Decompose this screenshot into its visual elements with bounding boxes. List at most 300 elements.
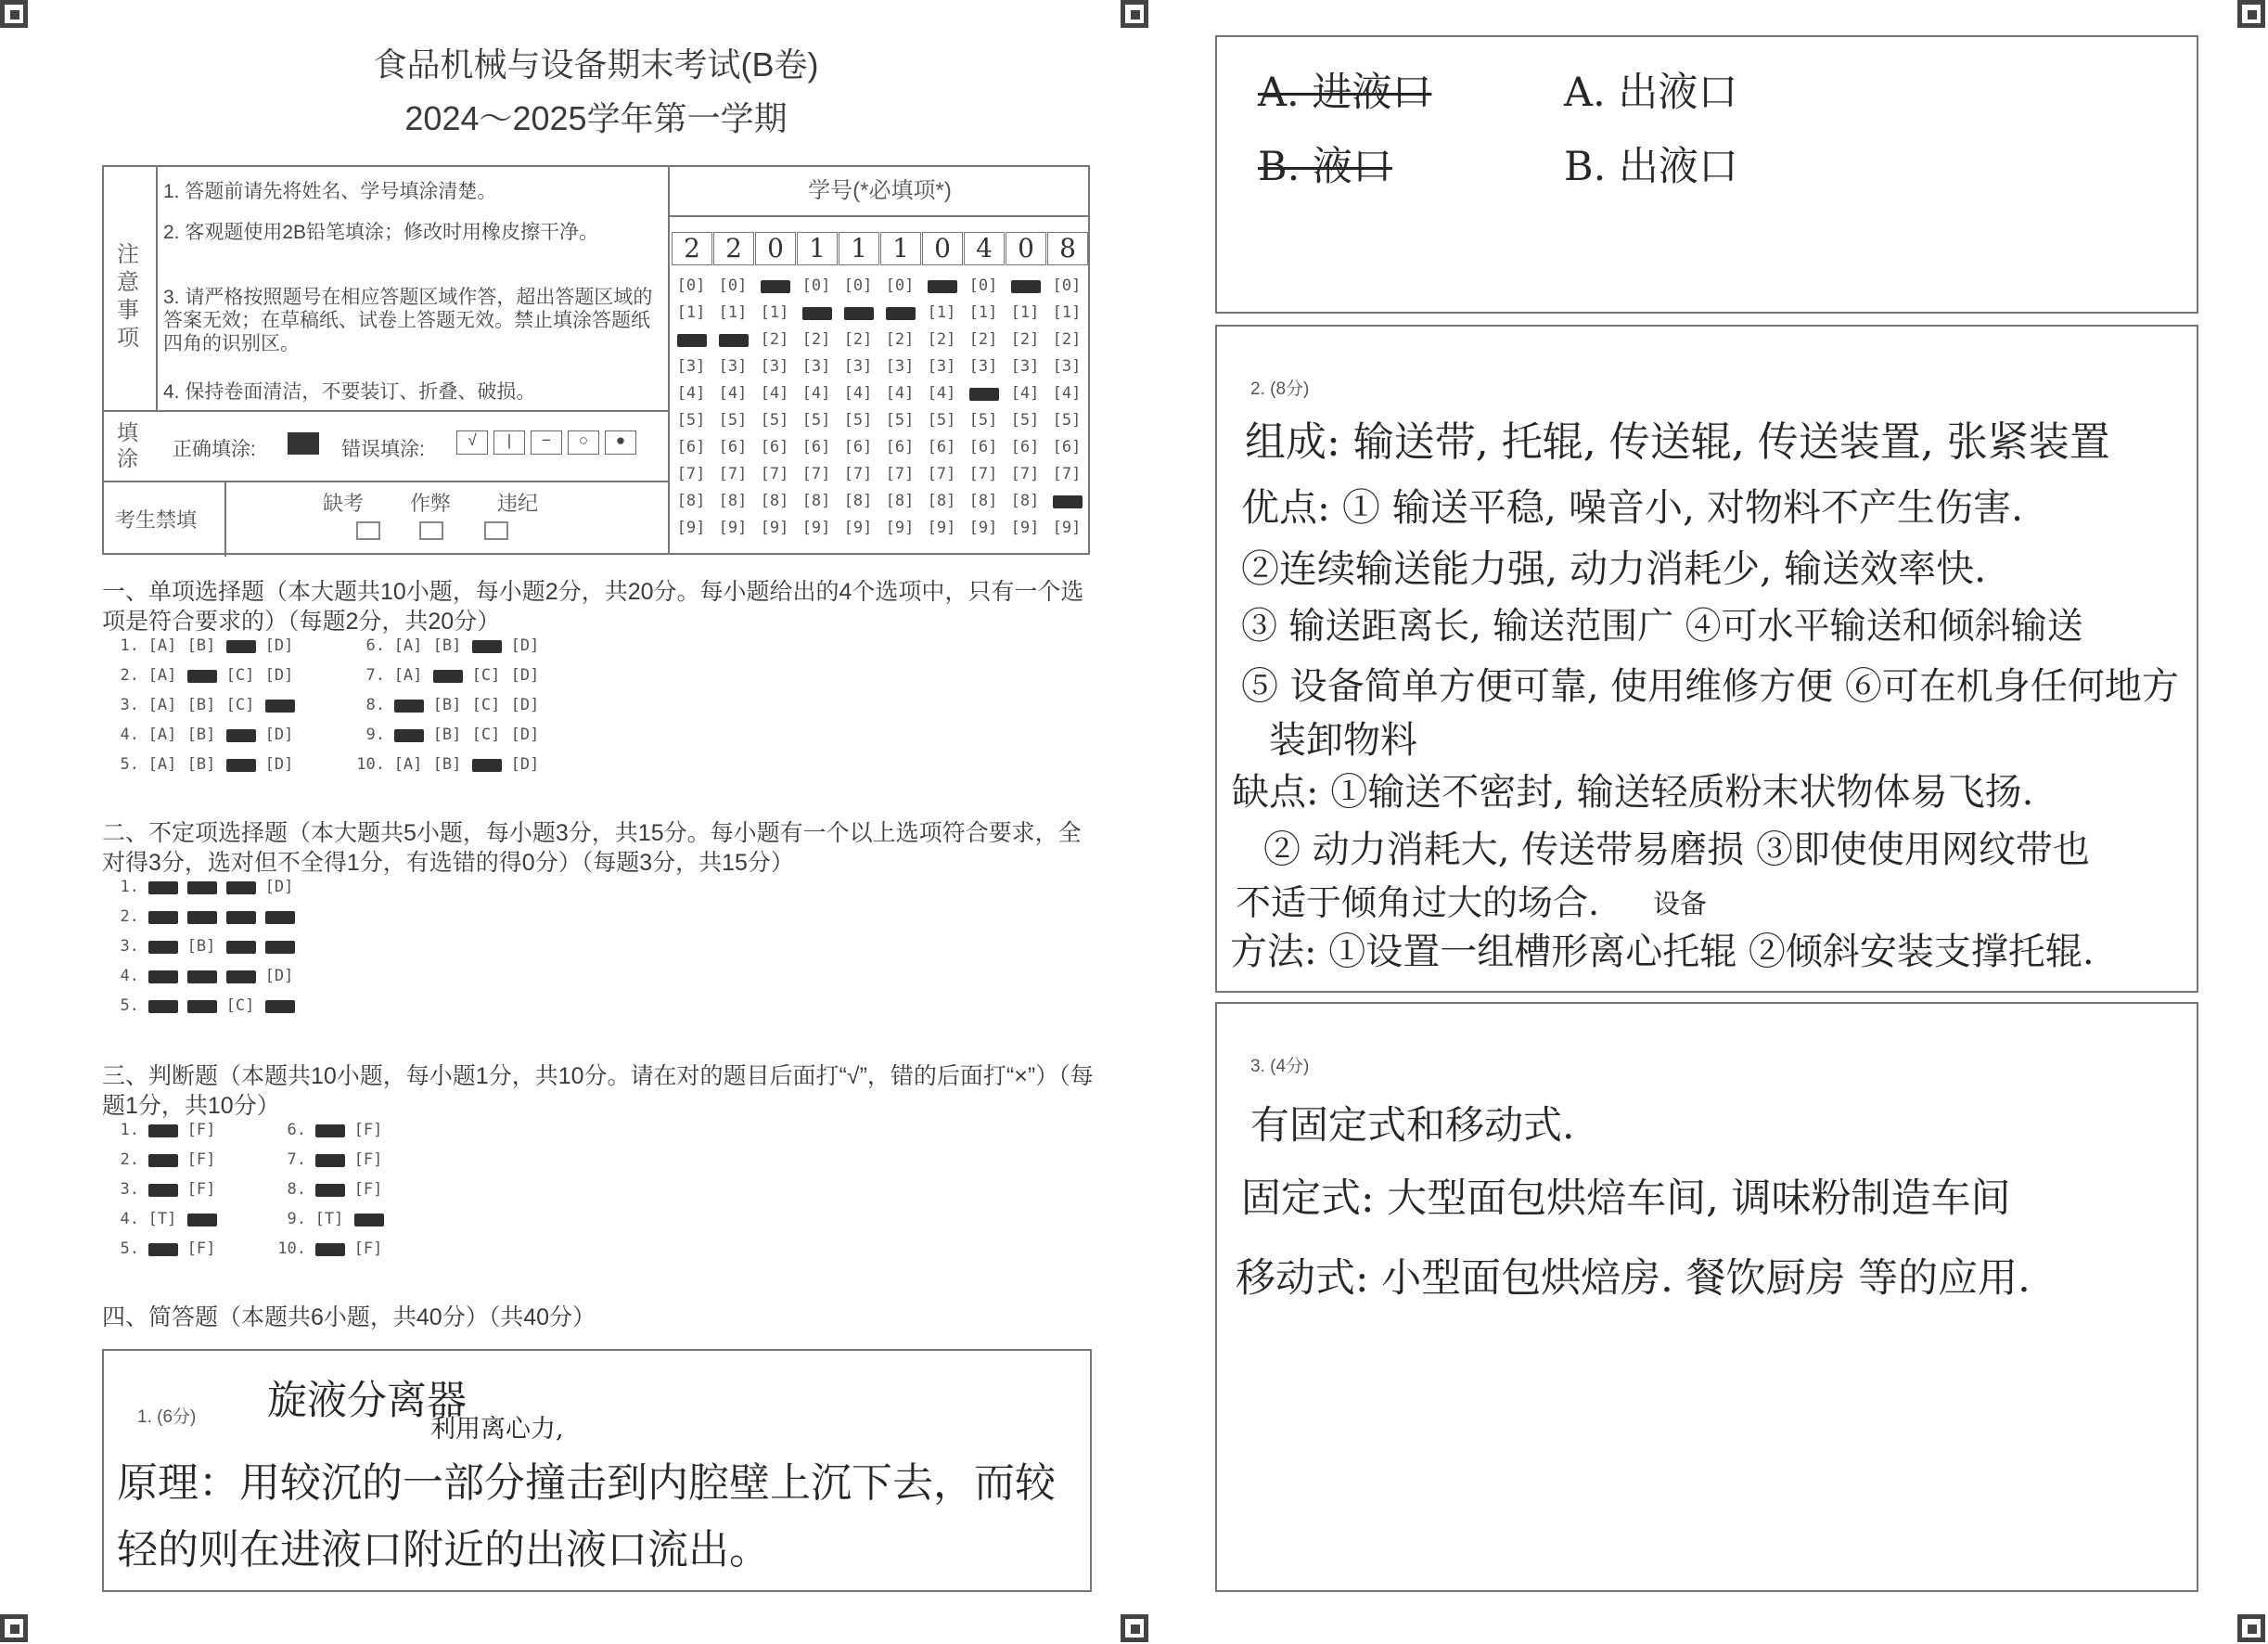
- student-id-bubble[interactable]: [1]: [676, 303, 706, 322]
- student-id-bubble[interactable]: [2]: [843, 330, 873, 349]
- student-id-bubble[interactable]: [6]: [1010, 438, 1040, 456]
- student-id-digit: 2: [672, 232, 712, 265]
- student-id-bubble[interactable]: [7]: [676, 465, 706, 483]
- student-id-bubble[interactable]: [9]: [843, 519, 873, 537]
- student-id-bubble[interactable]: [1]: [1010, 303, 1040, 322]
- answer-bubble[interactable]: [F]: [186, 1180, 216, 1199]
- student-id-bubble[interactable]: [5]: [801, 411, 831, 430]
- answer-bubble[interactable]: [221, 878, 260, 896]
- answer-bubble[interactable]: [310, 1239, 349, 1258]
- answer-bubble[interactable]: [D]: [510, 666, 540, 685]
- question-number: 1.: [120, 1121, 139, 1139]
- student-id-bubble[interactable]: [9]: [885, 519, 915, 537]
- student-id-bubble[interactable]: [0]: [801, 276, 831, 295]
- student-id-digit: 1: [880, 232, 921, 265]
- student-id-bubble[interactable]: [964, 384, 1003, 403]
- answer-bubble[interactable]: [D]: [510, 696, 540, 714]
- student-id-bubble[interactable]: [797, 303, 836, 322]
- student-id-bubble[interactable]: [7]: [927, 465, 956, 483]
- wrong-fill-label: 错误填涂:: [341, 439, 425, 460]
- wrong-fill-samples: [456, 430, 636, 455]
- answer-bubble[interactable]: [143, 1180, 182, 1199]
- student-id-bubble[interactable]: [0]: [676, 276, 706, 295]
- student-id-bubble[interactable]: [3]: [1052, 357, 1082, 376]
- answer-row[interactable]: [350, 696, 545, 714]
- student-id-bubble[interactable]: [1047, 492, 1086, 510]
- answer-bubble[interactable]: [B]: [186, 726, 216, 744]
- answer-bubble[interactable]: [A]: [147, 696, 177, 714]
- student-id-digit: 8: [1047, 232, 1088, 265]
- q2-label: 2. (8分): [1250, 379, 1310, 399]
- student-id-bubble[interactable]: [6]: [718, 438, 748, 456]
- answer-row[interactable]: [104, 726, 299, 744]
- answer-bubble[interactable]: [143, 937, 182, 956]
- answer-row[interactable]: [271, 1239, 388, 1258]
- answer-row[interactable]: [271, 1210, 388, 1228]
- answer-bubble[interactable]: [143, 1150, 182, 1169]
- student-id-bubble[interactable]: [1]: [760, 303, 789, 322]
- answer-bubble[interactable]: [182, 878, 221, 896]
- answer-box-q3[interactable]: [1215, 1002, 2198, 1592]
- question-number: 8.: [365, 696, 385, 714]
- student-id-bubble[interactable]: [3]: [801, 357, 831, 376]
- flag-violation-checkbox[interactable]: [484, 521, 508, 540]
- answer-bubble[interactable]: [467, 636, 506, 655]
- flag-cheating: 作弊: [410, 492, 452, 515]
- answer-bubble[interactable]: [143, 996, 182, 1015]
- answer-bubble[interactable]: [C]: [225, 696, 255, 714]
- answer-bubble[interactable]: [F]: [353, 1239, 383, 1258]
- answer-row[interactable]: [104, 696, 299, 714]
- q2-line-2: 优点: ① 输送平稳, 噪音小, 对物料不产生伤害.: [1241, 485, 2024, 530]
- q2-line-1: 组成: 输送带, 托辊, 传送辊, 传送装置, 张紧装置: [1245, 418, 2110, 466]
- answer-bubble[interactable]: [D]: [510, 636, 540, 655]
- answer-bubble[interactable]: [B]: [186, 755, 216, 774]
- answer-bubble[interactable]: [T]: [314, 1210, 344, 1228]
- answer-row[interactable]: [104, 878, 299, 896]
- answer-bubble[interactable]: [221, 726, 260, 744]
- q2-line-5: ⑤ 设备简单方便可靠, 使用维修方便 ⑥可在机身任何地方: [1241, 665, 2179, 708]
- student-id-bubble[interactable]: [3]: [885, 357, 915, 376]
- q2-line-3: ②连续输送能力强, 动力消耗少, 输送效率快.: [1241, 546, 1987, 591]
- student-id-bubble[interactable]: [8]: [676, 492, 706, 510]
- student-id-digit: 4: [964, 232, 1005, 265]
- student-id-bubble[interactable]: [3]: [760, 357, 789, 376]
- q2-line-9: 不适于倾角过大的场合.: [1236, 882, 1600, 923]
- crossed-answer-b: B. 液口: [1258, 144, 1392, 190]
- wrong-sample-dot: ●: [605, 430, 636, 455]
- student-id-bubble[interactable]: [9]: [676, 519, 706, 537]
- answer-bubble[interactable]: [143, 967, 182, 985]
- answer-bubble[interactable]: [260, 937, 299, 956]
- answer-row[interactable]: [350, 666, 545, 685]
- answer-box-continued[interactable]: [1215, 35, 2198, 314]
- answer-bubble[interactable]: [C]: [471, 666, 501, 685]
- answer-row[interactable]: [104, 755, 299, 774]
- student-id-bubble[interactable]: [4]: [927, 384, 956, 403]
- student-id-bubble[interactable]: [9]: [760, 519, 789, 537]
- wrong-sample-check: √: [456, 430, 488, 455]
- answer-bubble[interactable]: [D]: [264, 755, 294, 774]
- student-id-bubble[interactable]: [3]: [676, 357, 706, 376]
- notice-side-label: 注意事项: [117, 242, 139, 351]
- answer-row[interactable]: [104, 907, 299, 926]
- answer-bubble[interactable]: [B]: [432, 755, 462, 774]
- student-id-bubble[interactable]: [8]: [968, 492, 998, 510]
- question-number: 10.: [277, 1239, 306, 1258]
- student-id-bubble[interactable]: [755, 276, 794, 295]
- answer-bubble[interactable]: [221, 755, 260, 774]
- answer-row[interactable]: [104, 636, 299, 655]
- student-id-bubble[interactable]: [3]: [927, 357, 956, 376]
- answer-row[interactable]: [104, 1121, 221, 1139]
- student-id-bubble[interactable]: [5]: [843, 411, 873, 430]
- registration-mark-bottom-middle: [1121, 1614, 1148, 1642]
- student-id-bubble[interactable]: [9]: [968, 519, 998, 537]
- answer-bubble[interactable]: [143, 878, 182, 896]
- student-id-bubble[interactable]: [839, 303, 878, 322]
- student-id-bubble[interactable]: [5]: [1052, 411, 1082, 430]
- answer-bubble[interactable]: [D]: [264, 636, 294, 655]
- q2-line-8: ② 动力消耗大, 传送带易磨损 ③即使使用网纹带也: [1263, 828, 2090, 871]
- answer-bubble[interactable]: [B]: [432, 696, 462, 714]
- question-number: 7.: [287, 1150, 306, 1169]
- student-id-bubble[interactable]: [6]: [760, 438, 789, 456]
- registration-mark-top-right: [2237, 0, 2265, 28]
- answer-b: B. 出液口: [1564, 144, 1738, 190]
- student-id-bubble[interactable]: [4]: [1052, 384, 1082, 403]
- student-id-bubble[interactable]: [3]: [718, 357, 748, 376]
- answer-bubble[interactable]: [B]: [186, 937, 216, 956]
- exam-term: 2024～2025学年第一学期: [404, 99, 788, 137]
- answer-bubble[interactable]: [349, 1210, 388, 1228]
- student-id-bubble[interactable]: [5]: [718, 411, 748, 430]
- answer-bubble[interactable]: [428, 666, 467, 685]
- registration-mark-top-left: [0, 0, 28, 28]
- answer-bubble[interactable]: [467, 755, 506, 774]
- student-id-bubble[interactable]: [4]: [760, 384, 789, 403]
- student-id-bubble[interactable]: [6]: [801, 438, 831, 456]
- section2-answers[interactable]: [104, 878, 475, 1026]
- student-id-bubble-grid[interactable]: [672, 276, 1089, 555]
- section3-heading: 三、判断题（本题共10小题，每小题1分，共10分。请在对的题目后面打“√”，错的后面打“×”）（每题1分，共10分）: [102, 1063, 1094, 1119]
- question-number: 2.: [120, 907, 139, 926]
- student-id-bubble[interactable]: [4]: [1010, 384, 1040, 403]
- student-id-bubble[interactable]: [5]: [927, 411, 956, 430]
- student-id-bubble[interactable]: [6]: [676, 438, 706, 456]
- student-id-bubble[interactable]: [7]: [968, 465, 998, 483]
- answer-bubble[interactable]: [C]: [471, 726, 501, 744]
- student-id-bubble[interactable]: [8]: [927, 492, 956, 510]
- student-id-bubble[interactable]: [8]: [801, 492, 831, 510]
- student-id-bubble[interactable]: [2]: [801, 330, 831, 349]
- answer-bubble[interactable]: [C]: [225, 666, 255, 685]
- q1-answer-line2: 原理：用较沉的一部分撞击到内腔壁上沉下去，而较: [117, 1459, 1056, 1507]
- student-id-bubble[interactable]: [4]: [801, 384, 831, 403]
- question-number: 5.: [120, 1239, 139, 1258]
- student-id-bubble[interactable]: [9]: [1010, 519, 1040, 537]
- answer-bubble[interactable]: [B]: [432, 636, 462, 655]
- student-id-bubble[interactable]: [1006, 276, 1044, 295]
- crossed-answer-a: A. 进液口: [1258, 70, 1432, 116]
- answer-bubble[interactable]: [A]: [393, 636, 423, 655]
- q2-line-10: 方法: ①设置一组槽形离心托辊 ②倾斜安装支撑托辊.: [1230, 931, 2095, 973]
- registration-mark-top-middle: [1121, 0, 1148, 28]
- answer-row[interactable]: [271, 1180, 388, 1199]
- answer-bubble[interactable]: [C]: [471, 696, 501, 714]
- student-id-bubble[interactable]: [5]: [760, 411, 789, 430]
- student-id-bubble[interactable]: [4]: [843, 384, 873, 403]
- exam-title: 食品机械与设备期末考试(B卷): [373, 45, 819, 83]
- student-id-bubble[interactable]: [8]: [843, 492, 873, 510]
- student-id-bubble[interactable]: [6]: [1052, 438, 1082, 456]
- answer-bubble[interactable]: [A]: [147, 666, 177, 685]
- student-id-bubble[interactable]: [5]: [968, 411, 998, 430]
- student-id-bubble[interactable]: [8]: [718, 492, 748, 510]
- student-id-bubble[interactable]: [6]: [843, 438, 873, 456]
- answer-bubble[interactable]: [D]: [510, 755, 540, 774]
- question-number: 7.: [365, 666, 385, 685]
- answer-row[interactable]: [271, 1150, 388, 1169]
- question-number: 3.: [120, 696, 139, 714]
- question-number: 8.: [287, 1180, 306, 1199]
- student-id-bubble[interactable]: [6]: [968, 438, 998, 456]
- student-id-bubble[interactable]: [0]: [968, 276, 998, 295]
- answer-bubble[interactable]: [D]: [264, 967, 294, 985]
- registration-mark-bottom-left: [0, 1614, 28, 1642]
- answer-bubble[interactable]: [F]: [186, 1150, 216, 1169]
- answer-bubble[interactable]: [221, 636, 260, 655]
- student-id-bubble[interactable]: [2]: [885, 330, 915, 349]
- question-number: 3.: [120, 1180, 139, 1199]
- answer-bubble[interactable]: [A]: [147, 636, 177, 655]
- student-id-bubble[interactable]: [2]: [760, 330, 789, 349]
- answer-bubble[interactable]: [310, 1150, 349, 1169]
- flag-cheating-checkbox[interactable]: [419, 521, 443, 540]
- answer-row[interactable]: [350, 636, 545, 655]
- answer-bubble[interactable]: [F]: [353, 1150, 383, 1169]
- student-id-bubble[interactable]: [3]: [968, 357, 998, 376]
- answer-row[interactable]: [104, 1239, 221, 1258]
- answer-row[interactable]: [104, 1210, 221, 1228]
- student-id-bubble[interactable]: [2]: [1010, 330, 1040, 349]
- wrong-sample-circle: ○: [568, 430, 599, 455]
- answer-bubble[interactable]: [310, 1121, 349, 1139]
- question-number: 9.: [365, 726, 385, 744]
- student-id-bubble[interactable]: [5]: [885, 411, 915, 430]
- notice-item-3: 3. 请严格按照题号在相应答题区域作答，超出答题区域的答案无效；在草稿纸、试卷上答题无效。禁止填涂答题纸四角的识别区。: [163, 287, 653, 354]
- student-id-bubble[interactable]: [713, 330, 752, 349]
- answer-bubble[interactable]: [B]: [186, 636, 216, 655]
- answer-bubble[interactable]: [T]: [147, 1210, 177, 1228]
- student-id-digit: 1: [797, 232, 838, 265]
- student-id-bubble[interactable]: [7]: [843, 465, 873, 483]
- correct-fill-sample: [288, 432, 319, 455]
- student-id-bubble[interactable]: [4]: [718, 384, 748, 403]
- answer-bubble[interactable]: [389, 726, 428, 744]
- student-id-bubble[interactable]: [2]: [1052, 330, 1082, 349]
- question-number: 6.: [365, 636, 385, 655]
- answer-bubble[interactable]: [389, 696, 428, 714]
- student-id-bubble[interactable]: [672, 330, 711, 349]
- q2-insert: 设备: [1653, 888, 1708, 919]
- student-id-bubble[interactable]: [4]: [885, 384, 915, 403]
- answer-row[interactable]: [104, 937, 299, 956]
- notice-item-4: 4. 保持卷面清洁，不要装订、折叠、破损。: [163, 381, 536, 403]
- student-id-bubble[interactable]: [7]: [801, 465, 831, 483]
- answer-row[interactable]: [104, 967, 299, 985]
- question-number: 2.: [120, 666, 139, 685]
- student-id-bubble[interactable]: [2]: [927, 330, 956, 349]
- wrong-sample-dash: −: [531, 430, 562, 455]
- section1-answers[interactable]: [104, 636, 753, 785]
- student-id-digit: 2: [713, 232, 754, 265]
- student-id-bubble[interactable]: [3]: [1010, 357, 1040, 376]
- q3-line-3: 移动式: 小型面包烘焙房. 餐饮厨房 等的应用.: [1236, 1255, 2031, 1302]
- flag-violation: 违纪: [497, 492, 539, 515]
- student-id-digit: 0: [1006, 232, 1046, 265]
- student-id-bubble[interactable]: [7]: [1052, 465, 1082, 483]
- answer-bubble[interactable]: [D]: [510, 726, 540, 744]
- student-id-digit: 1: [839, 232, 879, 265]
- answer-row[interactable]: [104, 1150, 221, 1169]
- student-id-bubble[interactable]: [8]: [885, 492, 915, 510]
- answer-bubble[interactable]: [B]: [432, 726, 462, 744]
- student-id-label: 学号(*必填项*): [808, 178, 952, 203]
- section1-heading: 一、单项选择题（本大题共10小题，每小题2分，共20分。每小题给出的4个选项中，只有一个选项是符合要求的）（每题2分，共20分）: [102, 579, 1084, 635]
- student-id-bubble[interactable]: [4]: [676, 384, 706, 403]
- question-number: 1.: [120, 636, 139, 655]
- student-id-bubble[interactable]: [9]: [1052, 519, 1082, 537]
- answer-row[interactable]: [350, 755, 545, 774]
- section3-answers[interactable]: [104, 1121, 568, 1269]
- answer-bubble[interactable]: [143, 1239, 182, 1258]
- question-number: 4.: [120, 726, 139, 744]
- student-id-digit: 0: [755, 232, 796, 265]
- answer-bubble[interactable]: [260, 907, 299, 926]
- question-number: 1.: [120, 878, 139, 896]
- student-id-bubble[interactable]: [3]: [843, 357, 873, 376]
- q1-answer-insert: 利用离心力,: [430, 1415, 564, 1444]
- answer-bubble[interactable]: [182, 666, 221, 685]
- answer-bubble[interactable]: [D]: [264, 726, 294, 744]
- answer-bubble[interactable]: [B]: [186, 696, 216, 714]
- answer-bubble[interactable]: [A]: [147, 755, 177, 774]
- answer-bubble[interactable]: [260, 996, 299, 1015]
- student-id-bubble[interactable]: [7]: [1010, 465, 1040, 483]
- answer-bubble[interactable]: [A]: [393, 666, 423, 685]
- student-id-bubble[interactable]: [8]: [1010, 492, 1040, 510]
- answer-bubble[interactable]: [182, 967, 221, 985]
- student-id-bubble[interactable]: [8]: [760, 492, 789, 510]
- student-id-digit: 0: [922, 232, 963, 265]
- student-id-bubble[interactable]: [6]: [885, 438, 915, 456]
- notice-item-2: 2. 客观题使用2B铅笔填涂；修改时用橡皮擦干净。: [163, 222, 599, 243]
- student-id-bubble[interactable]: [9]: [927, 519, 956, 537]
- answer-bubble[interactable]: [F]: [353, 1180, 383, 1199]
- question-number: 5.: [120, 755, 139, 774]
- answer-bubble[interactable]: [F]: [186, 1239, 216, 1258]
- answer-bubble[interactable]: [D]: [264, 666, 294, 685]
- student-id-bubble[interactable]: [9]: [718, 519, 748, 537]
- student-id-bubble[interactable]: [6]: [927, 438, 956, 456]
- answer-box-q1[interactable]: [102, 1349, 1092, 1592]
- student-id-bubble[interactable]: [1]: [968, 303, 998, 322]
- question-number: 3.: [120, 937, 139, 956]
- answer-bubble[interactable]: [A]: [393, 755, 423, 774]
- answer-bubble[interactable]: [221, 967, 260, 985]
- student-id-bubble[interactable]: [922, 276, 961, 295]
- q2-line-4: ③ 输送距离长, 输送范围广 ④可水平输送和倾斜输送: [1241, 606, 2083, 648]
- q1-label: 1. (6分): [137, 1407, 197, 1427]
- student-id-bubble[interactable]: [0]: [1052, 276, 1082, 295]
- answer-bubble[interactable]: [310, 1180, 349, 1199]
- answer-row[interactable]: [271, 1121, 388, 1139]
- answer-bubble[interactable]: [F]: [186, 1121, 216, 1139]
- answer-row[interactable]: [104, 666, 299, 685]
- answer-bubble[interactable]: [143, 1121, 182, 1139]
- student-id-bubble[interactable]: [2]: [968, 330, 998, 349]
- answer-bubble[interactable]: [C]: [225, 996, 255, 1015]
- answer-bubble[interactable]: [182, 996, 221, 1015]
- question-number: 2.: [120, 1150, 139, 1169]
- wrong-sample-bar: |: [493, 430, 525, 455]
- question-number: 10.: [356, 755, 385, 774]
- answer-row[interactable]: [104, 1180, 221, 1199]
- answer-row[interactable]: [350, 726, 545, 744]
- student-id-bubble[interactable]: [1]: [927, 303, 956, 322]
- student-id-bubble[interactable]: [880, 303, 919, 322]
- section2-heading: 二、不定项选择题（本大题共5小题，每小题3分，共15分。每小题有一个以上选项符合要求，全对得3分，选对但不全得1分，有选错的得0分）（每题3分，共15分）: [102, 820, 1082, 876]
- q2-line-7: 缺点: ①输送不密封, 输送轻质粉末状物体易飞扬.: [1232, 771, 2034, 814]
- student-id-bubble[interactable]: [7]: [718, 465, 748, 483]
- answer-row[interactable]: [104, 996, 299, 1015]
- answer-bubble[interactable]: [260, 696, 299, 714]
- answer-bubble[interactable]: [F]: [353, 1121, 383, 1139]
- q3-label: 3. (4分): [1250, 1057, 1310, 1076]
- q3-line-2: 固定式: 大型面包烘焙车间, 调味粉制造车间: [1241, 1175, 2011, 1222]
- registration-mark-bottom-right: [2237, 1614, 2265, 1642]
- student-id-bubble[interactable]: [5]: [676, 411, 706, 430]
- student-id-bubble[interactable]: [7]: [760, 465, 789, 483]
- student-id-bubble[interactable]: [0]: [718, 276, 748, 295]
- correct-fill-label: 正确填涂:: [173, 439, 256, 460]
- flag-absent-checkbox[interactable]: [356, 521, 380, 540]
- info-table: [102, 165, 1090, 555]
- student-id-bubble[interactable]: [1]: [1052, 303, 1082, 322]
- student-id-bubble[interactable]: [9]: [801, 519, 831, 537]
- answer-box-q2[interactable]: [1215, 325, 2198, 993]
- student-id-bubble[interactable]: [7]: [885, 465, 915, 483]
- q3-line-1: 有固定式和移动式.: [1250, 1102, 1575, 1148]
- question-number: 4.: [120, 1210, 139, 1228]
- answer-bubble[interactable]: [143, 907, 182, 926]
- answer-bubble[interactable]: [182, 1210, 221, 1228]
- notice-item-1: 1. 答题前请先将姓名、学号填涂清楚。: [163, 181, 497, 202]
- answer-bubble[interactable]: [221, 937, 260, 956]
- answer-bubble[interactable]: [221, 907, 260, 926]
- answer-a: A. 出液口: [1564, 70, 1738, 116]
- student-id-bubble[interactable]: [0]: [843, 276, 873, 295]
- question-number: 6.: [287, 1121, 306, 1139]
- answer-bubble[interactable]: [A]: [147, 726, 177, 744]
- fill-label: 填涂: [117, 420, 138, 470]
- answer-bubble[interactable]: [D]: [264, 878, 294, 896]
- student-id-bubble[interactable]: [0]: [885, 276, 915, 295]
- student-id-bubble[interactable]: [1]: [718, 303, 748, 322]
- student-id-bubble[interactable]: [5]: [1010, 411, 1040, 430]
- answer-bubble[interactable]: [182, 907, 221, 926]
